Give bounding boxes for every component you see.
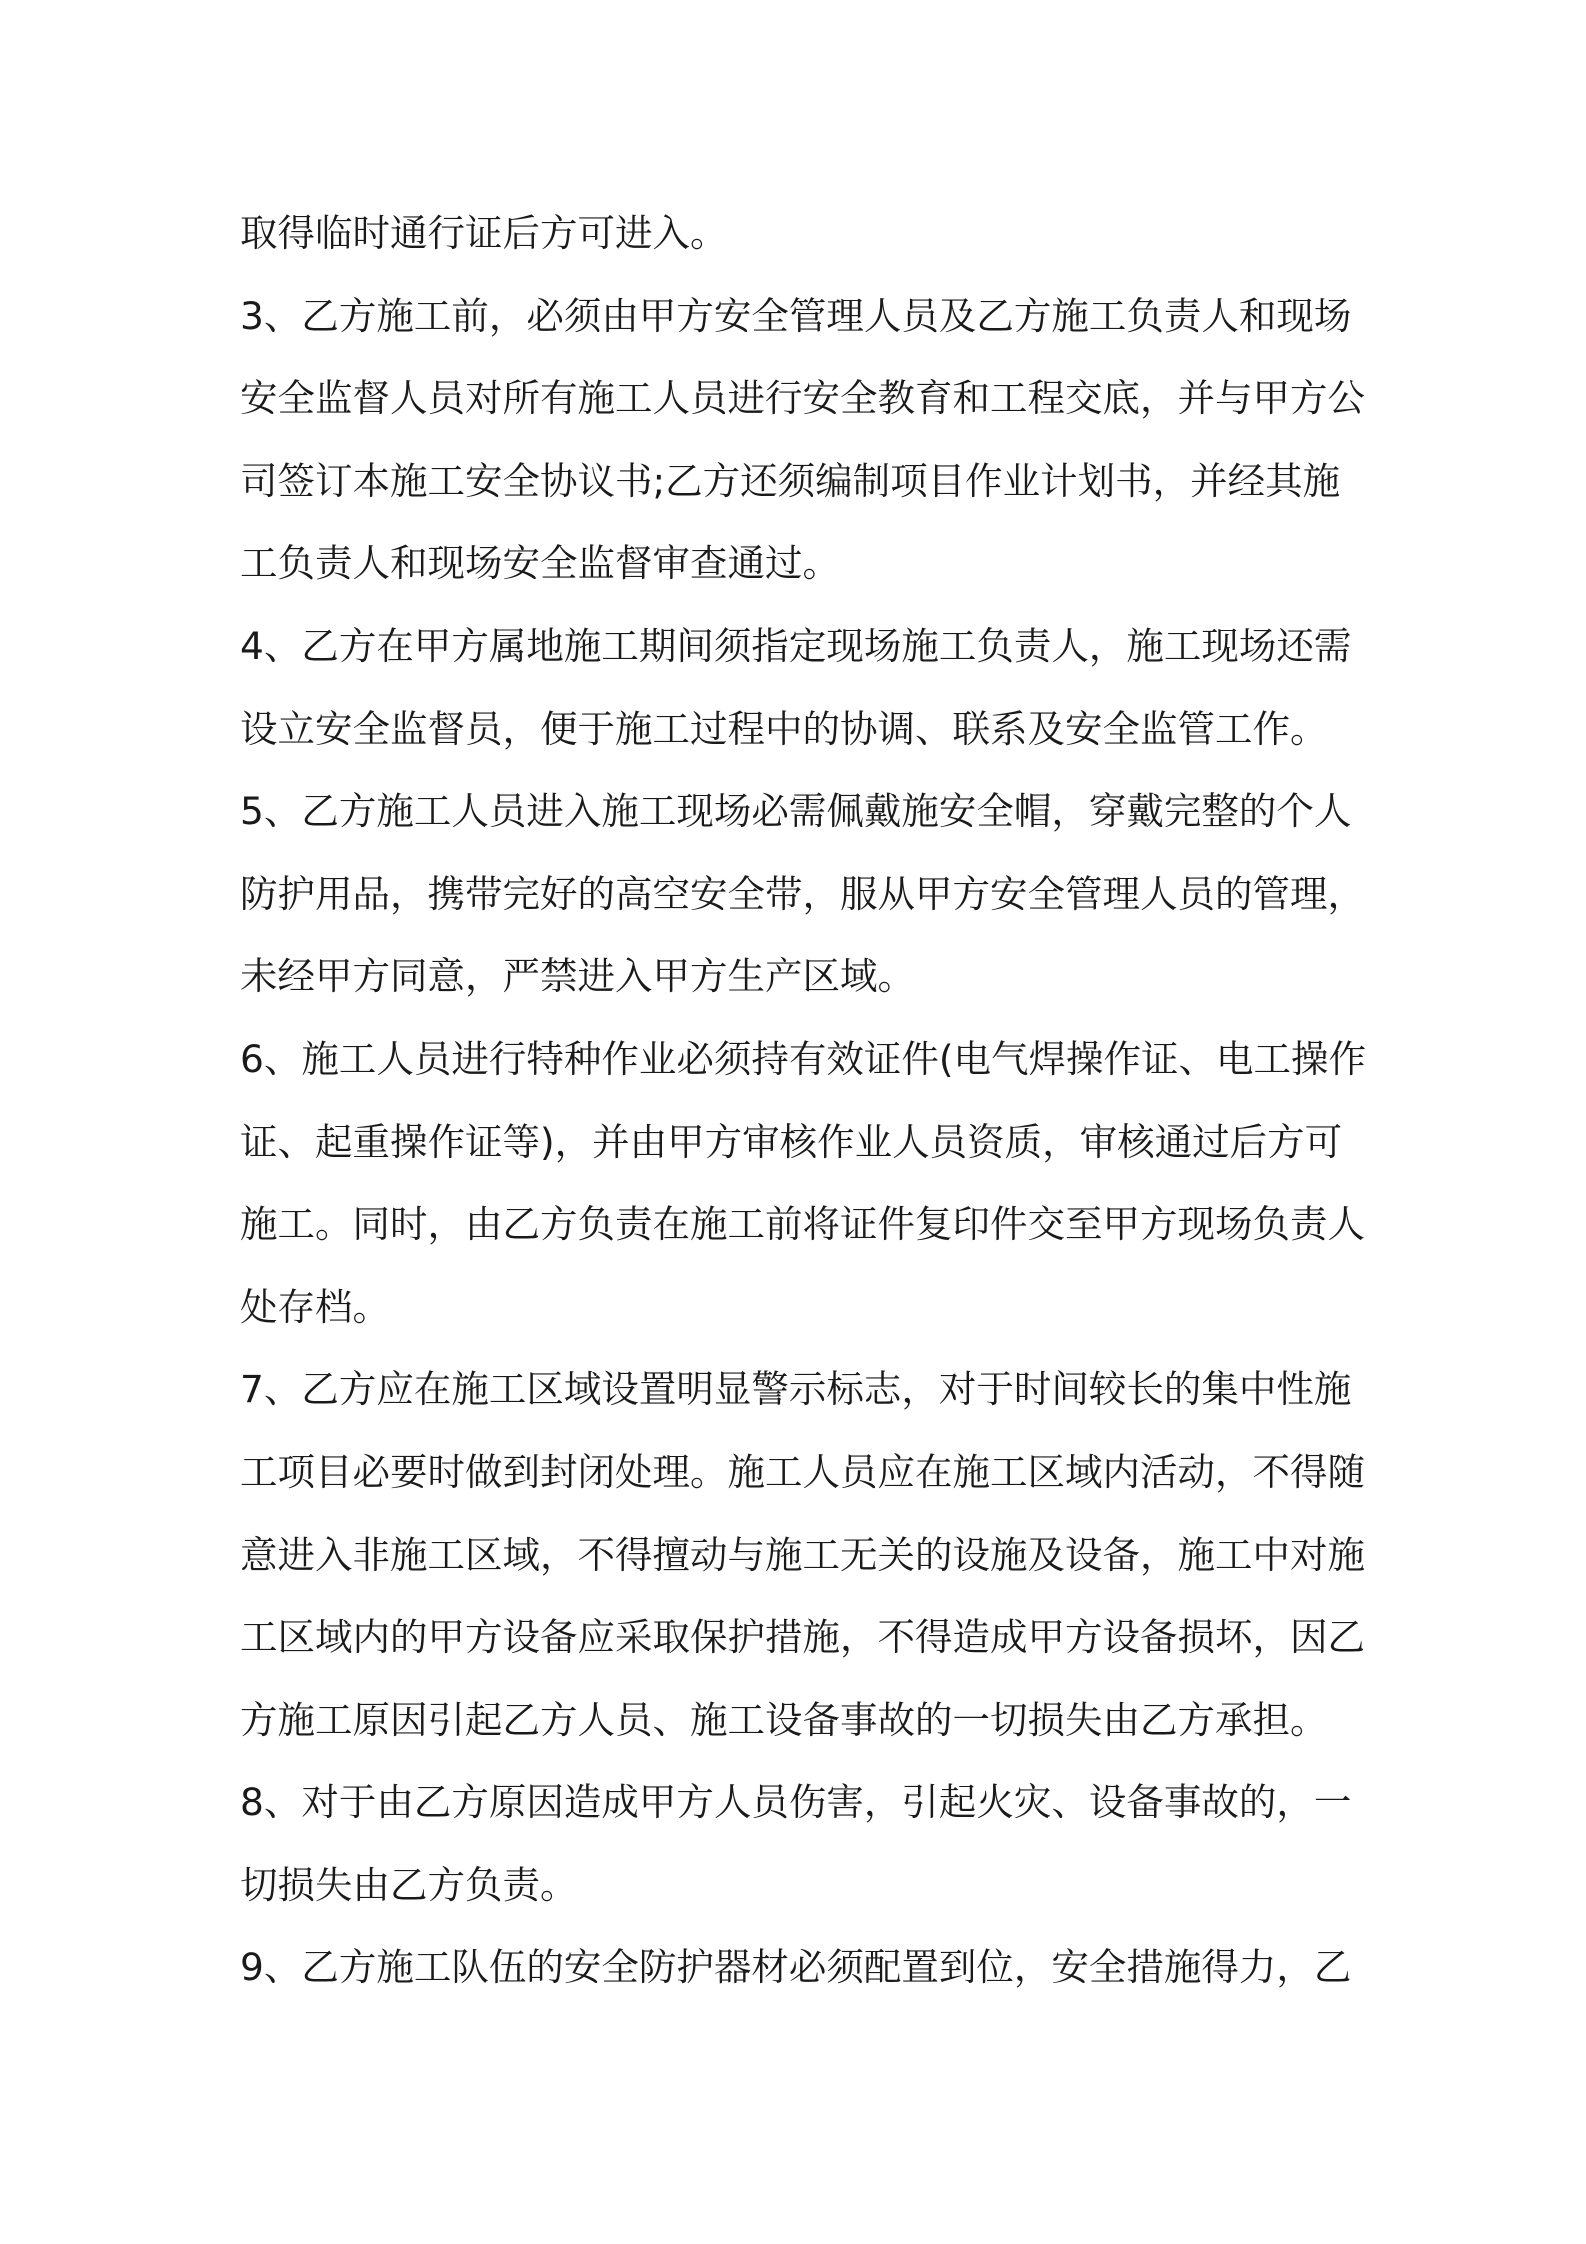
text-line: 切损失由乙方负责。 <box>240 1862 578 1907</box>
text-line: 4、乙方在甲方属地施工期间须指定现场施工负责人，施工现场还需 <box>240 623 1352 668</box>
text-line: 工区域内的甲方设备应采取保护措施，不得造成甲方设备损坏，因乙 <box>240 1615 1365 1660</box>
text-line: 施工。同时，由乙方负责在施工前将证件复印件交至甲方现场负责人 <box>240 1202 1365 1247</box>
text-line: 处存档。 <box>240 1284 390 1329</box>
text-line: 工负责人和现场安全监督审查通过。 <box>240 541 840 586</box>
text-line: 6、施工人员进行特种作业必须持有效证件(电气焊操作证、电工操作 <box>240 1036 1366 1081</box>
text-line: 防护用品，携带完好的高空安全带，服从甲方安全管理人员的管理， <box>240 871 1365 916</box>
text-line: 7、乙方应在施工区域设置明显警示标志，对于时间较长的集中性施 <box>240 1367 1352 1412</box>
text-line: 安全监督人员对所有施工人员进行安全教育和工程交底，并与甲方公 <box>240 376 1365 421</box>
text-line: 司签订本施工安全协议书;乙方还须编制项目作业计划书，并经其施 <box>240 458 1341 503</box>
document-body <box>240 192 1366 2009</box>
text-line: 意进入非施工区域，不得擅动与施工无关的设施及设备，施工中对施 <box>240 1532 1365 1577</box>
text-line: 5、乙方施工人员进入施工现场必需佩戴施安全帽，穿戴完整的个人 <box>240 789 1352 834</box>
text-line: 设立安全监督员，便于施工过程中的协调、联系及安全监管工作。 <box>240 706 1328 751</box>
text-line: 3、乙方施工前，必须由甲方安全管理人员及乙方施工负责人和现场 <box>240 293 1352 338</box>
text-line: 工项目必要时做到封闭处理。施工人员应在施工区域内活动，不得随 <box>240 1449 1365 1494</box>
text-line: 取得临时通行证后方可进入。 <box>240 211 728 255</box>
text-line: 未经甲方同意，严禁进入甲方生产区域。 <box>240 954 915 999</box>
text-line: 9、乙方施工队伍的安全防护器材必须配置到位，安全措施得力，乙 <box>240 1945 1352 1990</box>
text-line: 8、对于由乙方原因造成甲方人员伤害，引起火灾、设备事故的，一 <box>240 1780 1352 1825</box>
text-line: 方施工原因引起乙方人员、施工设备事故的一切损失由乙方承担。 <box>240 1697 1328 1742</box>
text-line: 证、起重操作证等)，并由甲方审核作业人员资质，审核通过后方可 <box>240 1119 1343 1164</box>
